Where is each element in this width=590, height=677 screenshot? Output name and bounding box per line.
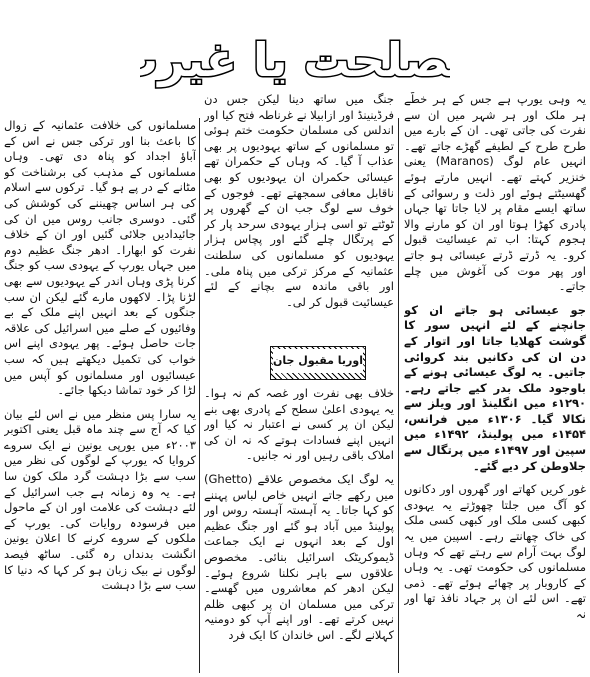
headline-text-fill: صلحت یا غیر <box>158 33 450 87</box>
paragraph: یہ وہی یورپ ہے جس کے ہر خطّے ہر ملک اور ہر شہر میں ان سے نفرت کی جاتی تھی۔ ان کے بارے میں طرح طرح کے لطیفے گھڑے جاتے تھے۔ انہیں عام لوگ (Maranos) یعنی خنزیر کہتے تھے۔ انہیں مارتے ہوئے گھسیٹتے ہوئے اور ذلت و رسوائی کے ساتھ ایسے مقام پر لایا جاتا تھا جہاں پادری کھڑا ہوتا اور ان کو مارنے والا ہجوم کہتا: اب تم عیسائیت قبول کرو۔ یہ ڈرتے ڈرتے عیسائی ہو جاتے اور پھر موت کی آغوش میں چلے جاتے۔ <box>404 92 586 294</box>
paragraph: جنگ میں ساتھ دینا لیکن جس دن فرڈینینڈ اور ازابیلا نے غرناطہ فتح کیا اور اندلس کی مسلمان حکومت ختم ہوئی تو مسلمانوں کے ساتھ یہودیوں پر بھی عذاب آ گیا۔ کہ وہاں کے حکمران تھے عیسائی حکمران ان یہودیوں کو بھی ناقابل معافی سمجھتے تھے۔ فوجوں کے خوف سے لوگ جب ان کے گھروں پر ٹوٹتے تو اسی ہزار یہودی سرحد پار کر کے پرتگال چلے گئے اور پچاس ہزار یہودیوں کو مسلمانوں کی سلطنت عثمانیہ کے مرکز ترکی میں پناہ ملی۔ اور باقی ماندہ سے بچانے کے لئے عیسائیت قبول کر لی۔ <box>204 92 394 309</box>
paragraph: خلاف بھی نفرت اور غصہ کم نہ ہوا۔ یہ یہودی اعلیٰ سطح کے پادری بھی بنے لیکن ان پر کسی نے اعتبار نہ کیا اور انہیں اپنے فسادات ہوتے کہ نہ ان کی املاک باقی رہیں اور نہ جانیں۔ <box>204 386 394 463</box>
paragraph: جو عیسائی ہو جاتے ان کو جانچنے کے لئے انہیں سور کا گوشت کھلایا جاتا اور اتوار کے دن ان کی دکانیں بند کروائی جاتیں۔ یہ لوگ عیسائی ہونے کے باوجود ملک بدر کیے جاتے رہے۔ ۱۲۹۰ء میں انگلینڈ اور ویلز سے نکالا گیا۔ ۱۳۰۶ء میں فرانس، ۱۴۵۴ء میں پولینڈ، ۱۴۹۲ء میں سپین اور ۱۴۹۷ء میں پرتگال سے جلاوطن کر دیے گئے۔ <box>404 302 586 473</box>
headline <box>140 14 450 100</box>
column-left <box>4 118 196 677</box>
paragraph: یہ لوگ ایک مخصوص علاقے (Ghetto) میں رکھے جاتے انہیں خاص لباس پہننے کو کہا جاتا۔ یہ آہستہ آہستہ روس اور پولینڈ میں آباد ہو گئے اور جنگ عظیم اول کے بعد انہوں نے ایک جماعت ڈیموکریٹک اسرائیل بنائی۔ مخصوص علاقوں سے باہر نکلنا شروع ہوئے۔ لیکن ادھر کم معاشروں میں گھسے۔ ترکی میں مسلمان ان پر کبھی ظلم نہیں کرتے تھے۔ اور اپنے آپ کو دومنیہ کہلانے لگے۔ اس خاندان کا ایک فرد <box>204 471 394 642</box>
column-right <box>404 92 586 677</box>
byline-author: اوریا مقبول جان <box>273 349 363 373</box>
paragraph: غور کریں کھاتے اور گھروں اور دکانوں کو آگ میں جلتا چھوڑتے یہ یہودی کبھی کسی ملک اور کبھی کسی ملک کی خاک چھانتے رہے۔ اسپین میں یہ لوگ بہت آرام سے رہتے تھے کہ وہاں مسلمانوں کی حکومت تھی۔ یہ وہاں کے کاروبار پر چھائے ہوئے تھے۔ ذمی تھے۔ اس لئے ان پر جہاد نافذ تھا اور نہ <box>404 482 586 621</box>
column-divider <box>398 118 399 673</box>
byline-box <box>270 346 366 380</box>
paragraph: مسلمانوں کی خلافت عثمانیہ کے زوال کا باعث بنا اور ترکی جس نے اس کے آباؤ اجداد کو پناہ دی تھی۔ وہاں مسلمانوں کے مذہب کی برشناخت کو مٹانے کے در پے ہو گیا۔ ترکوں سے اسلام کی ہر اساس چھیننے کی کوشش کی گئی۔ دوسری جانب روس میں ان کی جائیدادیں جلائی گئیں اور ان کے خلاف نفرت کو ابھارا۔ ادھر جنگ عظیم دوم میں جہاں یورپ کے یہودی سب کو جنگ کرنا پڑی وہاں اندر کے یہودیوں سے بھی لڑنا پڑا۔ لاکھوں مارے گئے لیکن ان سب جنگوں کے بعد انہیں اپنے ملک کے بے وفائیوں کے صلے میں اسرائیل کی علاقہ جات حاصل ہوئے۔ پھر یہودی اپنے اس خواب کی تکمیل دیکھتے ہیں کہ سب عیسائیوں اور مسلمانوں کو آپس میں لڑا کر خود تماشا دیکھا جائے۔ <box>4 118 196 398</box>
column-middle <box>204 92 394 677</box>
paragraph: یہ سارا پس منظر میں نے اس لئے بیان کیا کہ آج سے چند ماہ قبل یعنی اکتوبر ۲۰۰۳ء میں یورپی یونین نے ایک سروے کروایا کہ یورپ کے لوگوں کی نظر میں سب سے بڑا دہشت گرد ملک کون سا ہے۔ یہ وہ زمانہ ہے جب اسرائیل کے لئے دہشت کی علامت اور ان کے ماحول میں فرسودہ روایات کی۔ یورپ کے ملکوں کے سروے کرنے کا اعلان یونین انگشت بدنداں رہ گئی۔ ساٹھ فیصد لوگوں نے بیک زبان ہو کر کہا کہ دنیا کا سب سے بڑا دہشت <box>4 406 196 593</box>
headline-text: صلحت یا غیر <box>158 33 450 87</box>
headline-graphic <box>140 14 450 100</box>
column-divider <box>199 118 200 673</box>
